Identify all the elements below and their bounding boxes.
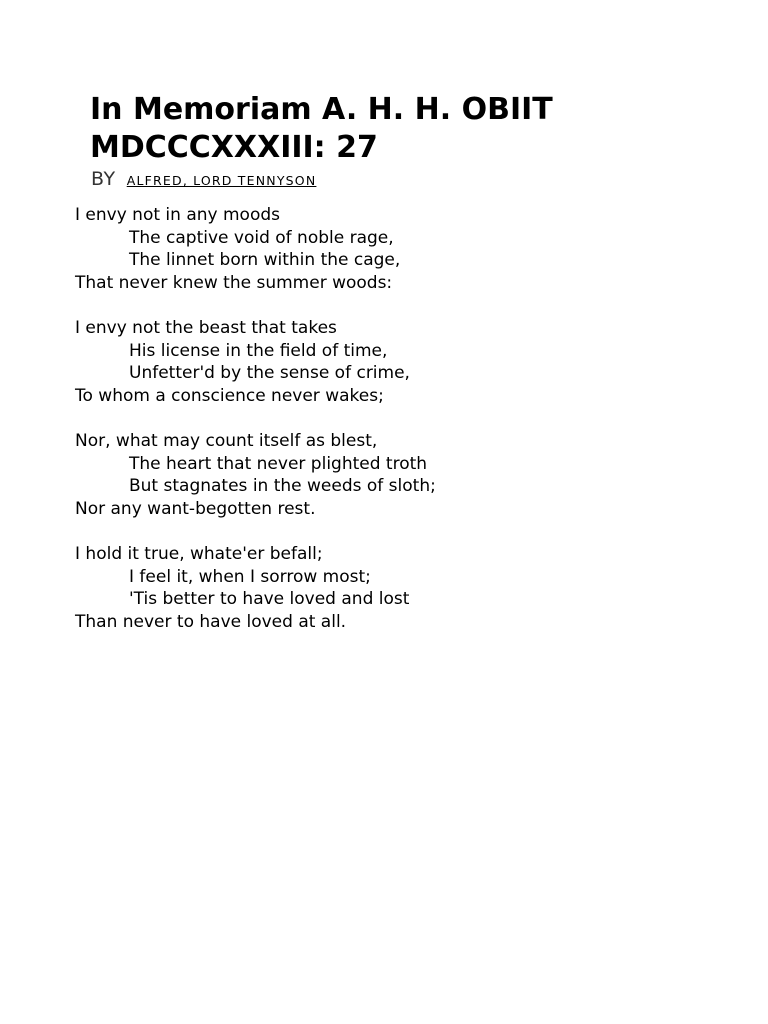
verse-line: Nor any want-begotten rest. [75,498,316,519]
poem-title-line-1: In Memoriam A. H. H. OBIIT [90,92,553,127]
poem-title [90,91,710,167]
verse-line: His license in the field of time, [129,340,388,361]
verse-line: Unfetter'd by the sense of crime, [129,363,410,384]
stanza-4 [75,543,725,633]
verse-line: 'Tis better to have loved and lost [129,589,410,610]
verse-line: The captive void of noble rage, [129,227,394,248]
verse-line: I feel it, when I sorrow most; [129,566,371,587]
verse-line: Nor, what may count itself as blest, [75,430,378,451]
verse-line: The heart that never plighted troth [129,453,428,474]
verse-line: I envy not in any moods [75,205,280,225]
byline [91,168,316,190]
stanza-1 [75,204,725,294]
stanza-3 [75,430,725,520]
verse-line: That never knew the summer woods: [75,272,393,293]
poem-title-line-2: MDCCCXXXIII: 27 [90,130,378,165]
verse-line: Than never to have loved at all. [75,611,347,632]
verse-line: I hold it true, whate'er befall; [75,543,323,564]
byline-prefix: BY [91,168,116,190]
verse-line: The linnet born within the cage, [129,250,401,271]
poem-body [75,204,725,656]
verse-line: But stagnates in the weeds of sloth; [129,476,436,497]
stanza-2 [75,317,725,407]
verse-line: To whom a conscience never wakes; [75,385,384,406]
author-link[interactable]: ALFRED, LORD TENNYSON [126,173,317,188]
verse-line: I envy not the beast that takes [75,317,337,338]
